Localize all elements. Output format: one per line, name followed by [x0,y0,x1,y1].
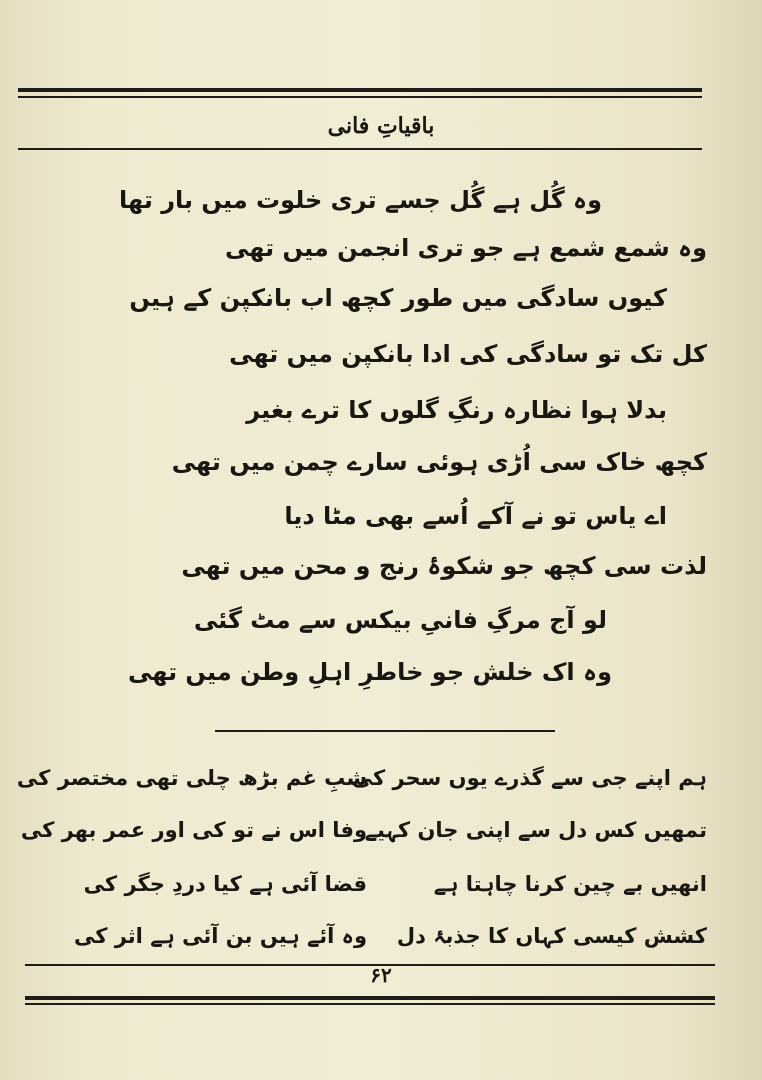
qita-right-line-2: تمھیں کس دل سے اپنی جان کہیے [364,818,707,842]
section-divider [215,730,555,732]
ghazal-line-2: وہ شمع شمع ہے جو تری انجمن میں تھی [224,234,707,262]
ghazal-line-8: لذت سی کچھ جو شکوۂ رنج و محن میں تھی [181,552,707,580]
ghazal-line-1: وہ گُل ہے گُل جسے تری خلوت میں بار تھا [119,186,602,214]
footer-rule-thin [25,1003,715,1005]
title-underline [18,148,702,150]
qita-right-line-4: کشش کیسی کہاں کا جذبۂ دل [396,924,707,948]
ghazal-line-9: لو آج مرگِ فانیِ بیکس سے مٹ گئی [193,606,607,634]
page-number: ۶۲ [370,963,392,987]
qita-left-line-3: قضا آئی ہے کیا دردِ جگر کی [83,872,367,896]
running-title: باقیاتِ فانی [327,113,435,139]
top-rule-thin [18,96,702,98]
qita-left-line-4: وہ آئے ہیں بن آئی ہے اثر کی [73,924,367,948]
ghazal-line-4: کل تک تو سادگی کی ادا بانکپن میں تھی [229,340,707,368]
ghazal-line-10: وہ اک خلش جو خاطرِ اہلِ وطن میں تھی [127,658,612,686]
qita-right-line-3: انھیں بے چین کرنا چاہتا ہے [433,872,707,896]
ghazal-line-5: بدلا ہوا نظارہ رنگِ گلوں کا ترے بغیر [246,396,667,424]
ghazal-line-3: کیوں سادگی میں طور کچھ اب بانکپن کے ہیں [129,284,667,312]
qita-left-line-1: شبِ غم بڑھ چلی تھی مختصر کی [16,766,367,790]
qita-right-line-1: ہم اپنے جی سے گذرے یوں سحر کی [351,766,707,790]
ghazal-line-6: کچھ خاک سی اُڑی ہوئی سارے چمن میں تھی [171,448,707,476]
footer-rule-thick [25,996,715,1000]
top-rule-thick [18,88,702,92]
qita-left-line-2: وفا اس نے تو کی اور عمر بھر کی [20,818,367,842]
ghazal-line-7: اے یاس تو نے آکے اُسے بھی مٹا دیا [284,502,667,530]
